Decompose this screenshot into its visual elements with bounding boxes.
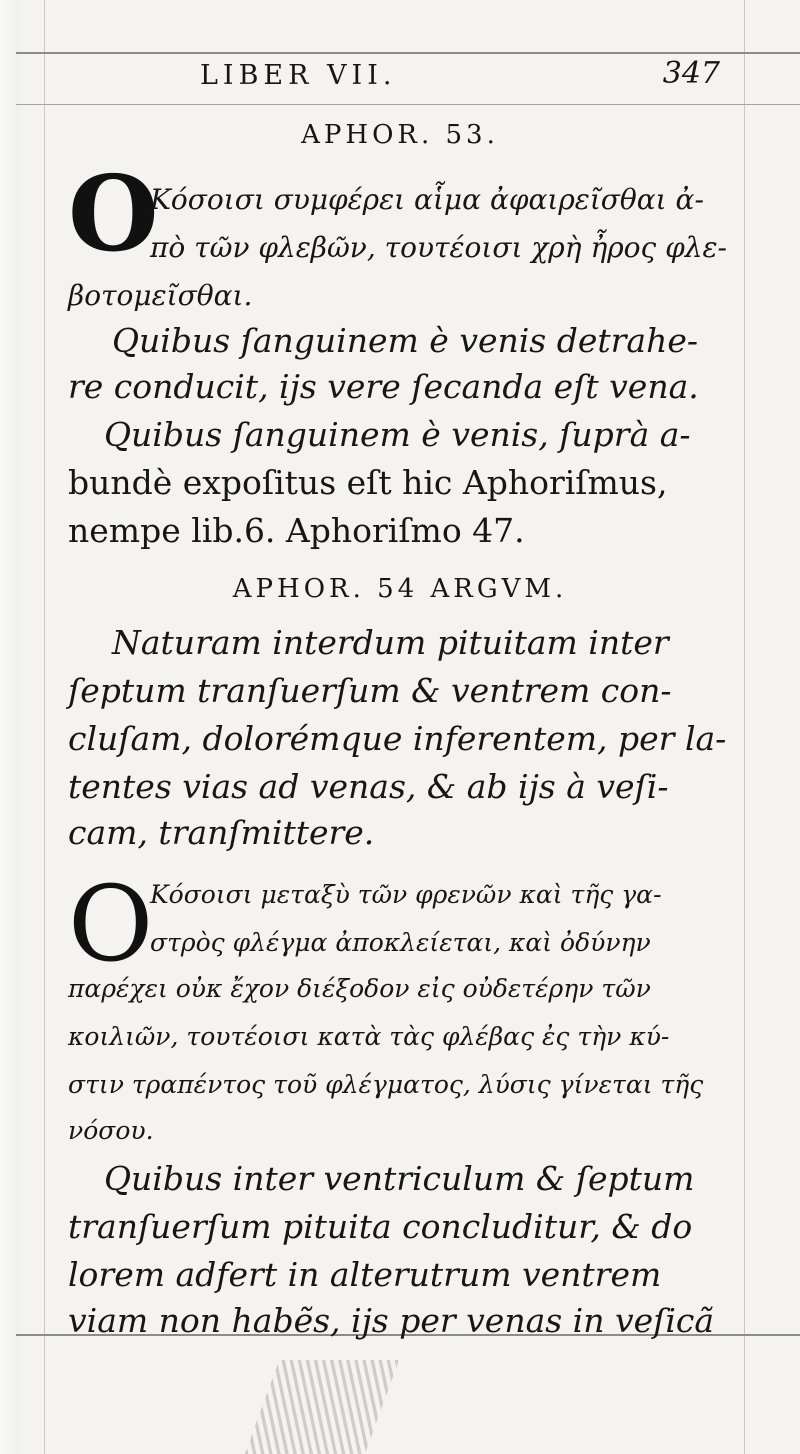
latin-translation-line: lorem adfert in alterutrum ventrem bbox=[68, 1255, 662, 1294]
argument-line: tentes vias ad venas, & ab ijs à veſi- bbox=[68, 767, 669, 806]
greek-drop-cap: O bbox=[68, 152, 159, 275]
margin-line-right bbox=[744, 0, 745, 1454]
commentary-line: bundè expoſitus eſt hic Aphoriſmus, bbox=[68, 463, 668, 502]
greek-line: πὸ τῶν φλεβῶν, τουτέοισι χρὴ ἦρος φλε- bbox=[150, 231, 727, 264]
aphorism-53-heading: APHOR. 53. bbox=[301, 120, 499, 150]
latin-translation-line: viam non habẽs, ijs per venas in veſicã bbox=[68, 1301, 715, 1340]
latin-translation-line: Quibus inter ventriculum & ſeptum bbox=[104, 1159, 695, 1198]
top-rule-secondary bbox=[16, 104, 800, 105]
greek-line: στιν τραπέντος τοῦ φλέγματος, λύσις γίνεται τῆς bbox=[68, 1070, 704, 1099]
latin-translation-line: Quibus ſanguinem è venis detrahe- bbox=[112, 321, 699, 360]
greek-drop-cap: O bbox=[68, 863, 154, 985]
commentary-line: nempe lib.6. Aphoriſmo 47. bbox=[68, 511, 525, 550]
greek-line: νόσου. bbox=[68, 1116, 154, 1145]
top-rule bbox=[16, 52, 800, 54]
greek-line: κοιλιῶν, τουτέοισι κατὰ τὰς φλέβας ἐς τὴν κύ- bbox=[68, 1022, 670, 1051]
running-head-title: LIBER VII. bbox=[200, 60, 397, 91]
greek-line: στρὸς φλέγμα ἀποκλείεται, καὶ ὀδύνην bbox=[150, 928, 651, 957]
argument-line: ſeptum tranſuerſum & ventrem con- bbox=[68, 671, 672, 710]
greek-line: Κόσοισι μεταξὺ τῶν φρενῶν καὶ τῆς γα- bbox=[150, 880, 662, 909]
greek-line: βοτομεῖσθαι. bbox=[68, 279, 253, 312]
greek-line: Κόσοισι συμφέρει αἷμα ἀφαιρεῖσθαι ἀ- bbox=[150, 183, 704, 216]
latin-translation-line: re conducit, ijs vere ſecanda eſt vena. bbox=[68, 367, 699, 406]
ink-smudge bbox=[245, 1360, 399, 1454]
running-head bbox=[200, 56, 720, 100]
argument-line: cam, tranſmittere. bbox=[68, 813, 375, 852]
scan-margin bbox=[0, 0, 20, 1454]
aphorism-54-heading: APHOR. 54 ARGVM. bbox=[232, 574, 568, 604]
greek-line: παρέχει οὐκ ἔχον διέξοδον εἰς οὐδετέρην τῶν bbox=[68, 974, 651, 1003]
margin-line-left bbox=[44, 0, 45, 1454]
argument-line: Naturam interdum pituitam inter bbox=[112, 623, 669, 662]
argument-line: cluſam, dolorémque inferentem, per la- bbox=[68, 719, 727, 758]
latin-translation-line: tranſuerſum pituita concluditur, & do bbox=[68, 1207, 693, 1246]
page-number: 347 bbox=[662, 56, 720, 91]
commentary-line: Quibus ſanguinem è venis, ſuprà a- bbox=[104, 415, 691, 454]
